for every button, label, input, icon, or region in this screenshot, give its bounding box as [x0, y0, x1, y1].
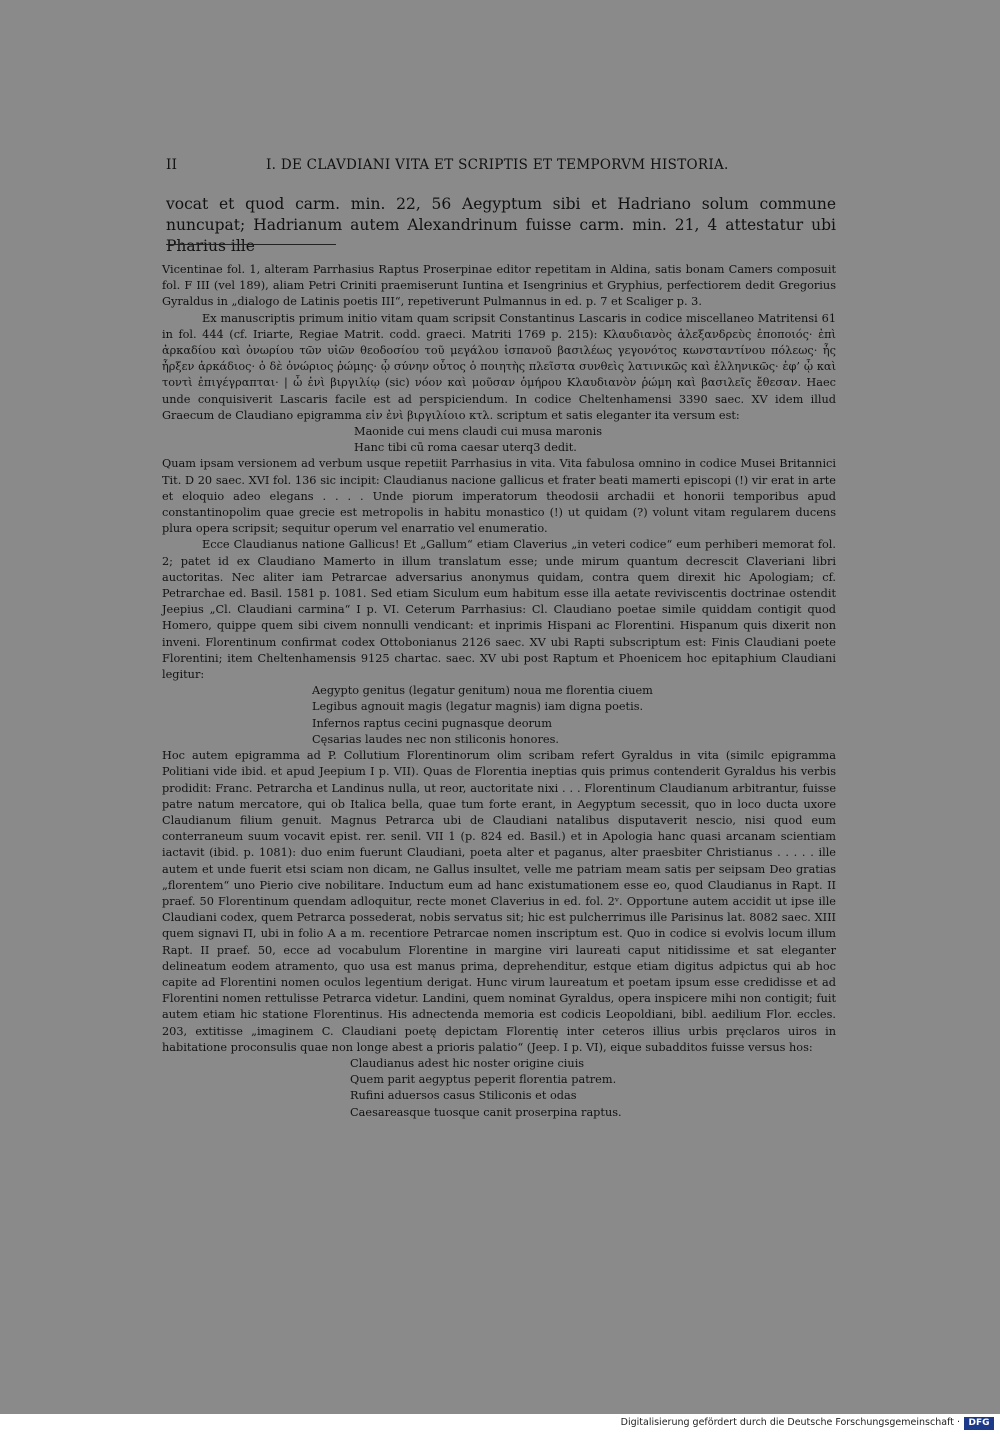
note-paragraph: Vicentinae fol. 1, alteram Parrhasius Raptus Proserpinae editor repetitam in Aldina, satis bonam Camers composuit fol. F III (vel 189), aliam Petri Criniti praemiserunt Iuntina et Isengrinius et Gryphius, perfectiorem dedit Gregorius Gyraldus in „dialogo de Latinis poetis III“, repetiverunt Pulmannus in ed. p. 7 et Scaliger p. 3. — [162, 263, 836, 309]
verse-line: Infernos raptus cecini pugnasque deorum — [312, 716, 552, 730]
verse-line: Quem parit aegyptus peperit florentia patrem. — [350, 1073, 617, 1087]
main-text: vocat et quod carm. min. 22, 56 Aegyptum sibi et Hadriano solum commune nuncupat; Hadrianum autem Alexandrinum fuisse carm. min. 21, 4 attestatur ubi Pharius ille — [166, 195, 836, 255]
verse-line: Caesareasque tuosque canit proserpina raptus. — [350, 1105, 622, 1119]
digitization-footer — [0, 1414, 1000, 1434]
note-paragraph: Ecce Claudianus natione Gallicus! Et „Gallum“ etiam Claverius „in veteri codice“ eum perhiberi memorat fol. 2; patet id ex Claudiano Mamerto in illum translatum esse; unde mirum quantum decrescit Claveriani libri auctoritas. Nec aliter iam Petrarcae adversarius anonymus quidam, contra quem direxit hic Apologiam; cf. Petrarchae ed. Basil. 1581 p. 1081. Sed etiam Siculum eum habitum esse illa aetate reviviscentis doctrinae ostendit Jeepius „Cl. Claudiani carmina“ I p. VI. Ceterum Parrhasius: Cl. Claudiano poetae simile quiddam contigit quod Homero, quippe quem sibi civem nonnulli vendicant: et inprimis Hispani ac Florentini. Hispanum quis dixerit non inveni. Florentinum confirmat codex Ottobonianus 2126 saec. XV ubi Rapti subscriptum est: Finis Claudiani poete Florentini; item Cheltenhamensis 9125 chartac. saec. XV ubi post Raptum et Phoenicem hoc epitaphium Claudiani legitur: — [162, 538, 836, 682]
footnotes — [162, 262, 836, 1121]
note-paragraph: Quam ipsam versionem ad verbum usque repetiit Parrhasius in vita. Vita fabulosa omnino in codice Musei Britannici Tit. D 20 saec. XVI fol. 136 sic incipit: Claudianus nacione gallicus et frater beati mamerti episcopi (!) vir erat in arte et eloquio adeo elegans . . . . Unde piorum imperatorum theodosii archadii et honorii temporibus apud constantinopolim quae grecie est metropolis in habitu monastico (!) ut quidam (?) volunt vitam regularem ducens plura opera scripsit; sequitur operum vel enarratio vel enumeratio. — [162, 457, 836, 536]
verse-line: Claudianus adest hic noster origine ciuis — [350, 1056, 585, 1070]
verse-line: Hanc tibi cū roma caesar uterq3 dedit. — [354, 441, 577, 455]
verse-line: Rufini aduersos casus Stiliconis et odas — [350, 1089, 577, 1103]
running-title: I. DE CLAVDIANI VITA ET SCRIPTIS ET TEMPORVM HISTORIA. — [266, 157, 729, 173]
note-paragraph: Hoc autem epigramma ad P. Collutium Florentinorum olim scribam refert Gyraldus in vita (similc epigramma Politiani vide ibid. et apud Jeepium I p. VII). Quas de Florentia ineptias quis primus contenderit Gyraldus his verbis prodidit: Franc. Petrarcha et Landinus nulla, ut reor, auctoritate nixi . . . Florentinum Claudianum arbitrantur, fuisse patre natum mercatore, qui ob Italica bella, quae tum forte erant, in Aegyptum secessit, quo in loco ducta uxore Claudianum filium genuit. Magnus Petrarca ubi de Claudiani natalibus disputaverit nescio, nisi quod eum conterraneum suum vocavit epist. rer. senil. VII 1 (p. 824 ed. Basil.) et in Apologia hanc quasi arcanam scientiam iactavit (ibid. p. 1081): duo enim fuerunt Claudiani, poeta alter et paganus, alter praesbiter Christianus . . . . . ille autem et unde fuerit etsi sciam non dicam, ne Gallus insultet, velle me patriam meam satis per seipsam Deo gratias „florentem“ uno Pierio cive nobilitare. Inductum eum ad hanc existumationem esse eo, quod Claudianus in Rapt. II praef. 50 Florentinum quendam adloquitur, recte monet Claverius in ed. fol. 2ᵛ. Opportune autem accidit ut ipse ille Claudiani codex, quem Petrarca possederat, nobis servatus sit; hic est pulcherrimus ille Parisinus lat. 8082 saec. XIII quem signavi Π, ubi in folio A a m. recentiore Petrarcae nomen inscriptum est. Quo in codice si evolvis locum illum Rapt. II praef. 50, ecce ad vocabulum Florentine in margine viri laureati caput nitidissime et sat eleganter delineatum eodem atramento, quo usa est manus prima, deprehenditur, estque etiam digitus adpictus qui ab hoc capite ad Florentini nomen oculos legentium derigat. Hunc virum laureatum et poetam ipsum esse credidisse et ad Florentini nomen rettulisse Petrarca videtur. Landini, quem nominat Gyraldus, opera inspicere mihi non contigit; fuit autem etiam hic statione Florentinus. His adnectenda memoria est codicis Leopoldiani, bibl. aedilium Flor. eccles. 203, extitisse „imaginem C. Claudiani poetę depictam Florentię inter ceteros illius urbis pręclaros uiros in habitatione proconsulis quae non longe abest a prioris palatio“ (Jeep. I p. VI), eique subadditos fuisse versus hos: — [162, 749, 836, 1054]
note-paragraph: Ex manuscriptis primum initio vitam quam scripsit Constantinus Lascaris in codice miscellaneo Matritensi 61 in fol. 444 (cf. Iriarte, Regiae Matrit. codd. graeci. Matriti 1769 p. 215): Κλαυδιανὸς ἀλεξανδρεὺς ἐποποιός· ἐπὶ ἀρκαδίου καὶ ὀνωρίου τῶν υἱῶν θεοδοσίου τοῦ μεγάλου ἱσπανοῦ βασιλέως γεγονότος κωνσταντίνου πόλεως· ἧς ἦρξεν ἀρκάδιος· ὁ δὲ ὀνώριος ῥώμης· ᾧ σύνην οὗτος ὁ ποιητὴς πλεῖστα συνθεὶς λατινικῶς καὶ ἑλληνικῶς· ἐφ’ ᾧ καὶ τοντὶ ἐπιγέγραπται· | ὦ ἐνὶ βιργιλίῳ (sic) νόον καὶ μοῦσαν ὁμήρου Κλαυδιανὸν ῥώμη καὶ βασιλεῖς ἔθεσαν. Haec unde conquisiverit Lascaris facile est ad perspiciendum. In codice Cheltenhamensi 3390 saec. XV idem illud Graecum de Claudiano epigramma εἰν ἐνὶ βιργιλίοιο κτλ. scriptum et satis eleganter ita versum est: — [162, 311, 836, 422]
verse-line: Legibus agnouit magis (legatur magnis) iam digna poetis. — [312, 700, 644, 714]
verse-line: Maonide cui mens claudi cui musa maronis — [354, 425, 603, 439]
footer-credit: Digitalisierung gefördert durch die Deutsche Forschungsgemeinschaft · — [620, 1417, 960, 1428]
dfg-logo: DFG — [964, 1417, 994, 1430]
page-number: II — [166, 157, 178, 173]
verse-line: Cęsarias laudes nec non stiliconis honores. — [312, 732, 559, 746]
footnote-rule — [166, 244, 336, 245]
verse-line: Aegypto genitus (legatur genitum) noua me florentia ciuem — [312, 684, 653, 698]
